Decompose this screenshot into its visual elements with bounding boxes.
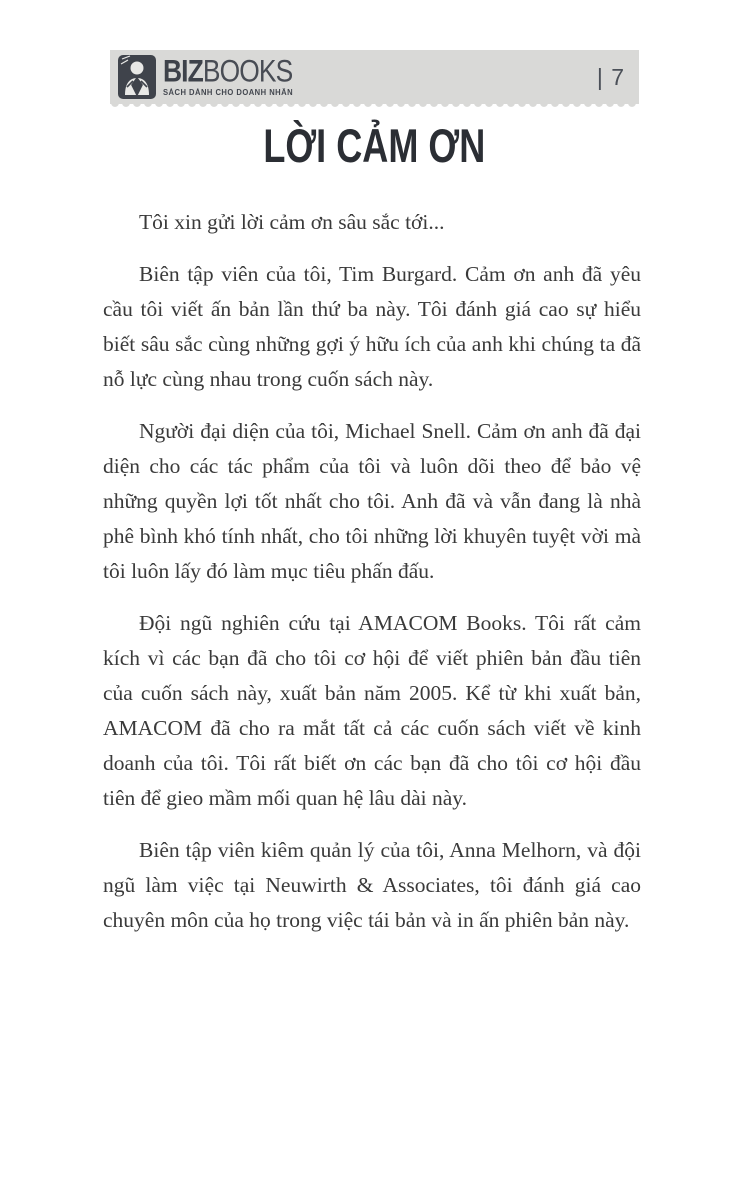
publisher-brand	[118, 55, 310, 99]
body-text	[103, 205, 641, 955]
header-bar	[110, 50, 639, 104]
brand-name-bold: BIZ	[163, 53, 203, 89]
paragraph-anna-melhorn: Biên tập viên kiêm quản lý của tôi, Anna Melhorn, và đội ngũ làm việc tại Neuwirth & Associates, tôi đánh giá cao chuyên môn của họ trong việc tái bản và in ấn phiên bản này.	[103, 838, 641, 932]
brand-name	[163, 53, 293, 89]
bizbooks-logo-icon	[118, 55, 156, 99]
paragraph-tim-burgard: Biên tập viên của tôi, Tim Burgard. Cảm ơn anh đã yêu cầu tôi viết ấn bản lần thứ ba này. Tôi đánh giá cao sự hiểu biết sâu sắc cùng những gợi ý hữu ích của anh khi chúng ta đã nỗ lực cùng nhau trong cuốn sách này.	[103, 262, 641, 391]
chapter-title	[0, 122, 748, 172]
brand-name-light: BOOKS	[202, 53, 293, 89]
paragraph-michael-snell: Người đại diện của tôi, Michael Snell. Cảm ơn anh đã đại diện cho các tác phẩm của tôi và luôn dõi theo để bảo vệ những quyền lợi tốt nhất cho tôi. Anh đã và vẫn đang là nhà phê bình khó tính nhất, cho tôi những lời khuyên tuyệt vời mà tôi luôn lấy đó làm mục tiêu phấn đấu.	[103, 419, 641, 583]
paragraph-amacom: Đội ngũ nghiên cứu tại AMACOM Books. Tôi rất cảm kích vì các bạn đã cho tôi cơ hội để viết phiên bản đầu tiên của cuốn sách này, xuất bản năm 2005. Kể từ khi xuất bản, AMACOM đã cho ra mắt tất cả các cuốn sách viết về kinh doanh của tôi. Tôi rất biết ơn các bạn đã cho tôi cơ hội đầu tiên để gieo mầm mối quan hệ lâu dài này.	[103, 611, 641, 810]
paragraph-intro: Tôi xin gửi lời cảm ơn sâu sắc tới...	[139, 210, 445, 234]
page-number: | 7	[596, 63, 625, 90]
chapter-title-text: LỜI CẢM ƠN	[263, 120, 485, 173]
brand-tagline: SÁCH DÀNH CHO DOANH NHÂN	[163, 87, 294, 97]
brand-text	[163, 53, 310, 97]
